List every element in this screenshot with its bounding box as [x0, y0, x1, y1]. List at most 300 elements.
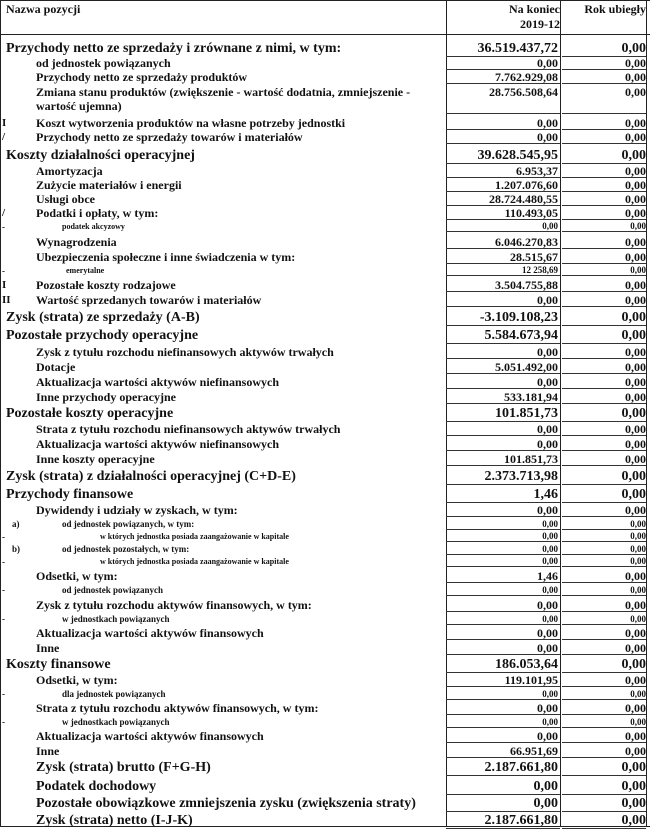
value-underline — [446, 582, 560, 583]
value-underline — [446, 275, 560, 276]
table-row — [0, 207, 650, 219]
value-underline — [446, 529, 560, 530]
value-underline — [446, 403, 560, 404]
table-row — [0, 544, 650, 554]
table-row — [0, 779, 650, 794]
current-period-value: 0,00 — [542, 544, 558, 554]
row-label: Zysk z tytułu rozchodu aktywów finansowych, w tym: — [36, 598, 312, 612]
table-row — [0, 487, 650, 502]
previous-year-value: 0,00 — [625, 626, 646, 640]
current-period-value: 6.953,37 — [516, 164, 558, 178]
value-underline — [562, 358, 646, 359]
current-period-value: 0,00 — [537, 503, 558, 517]
current-period-value: 66.951,69 — [510, 744, 558, 758]
current-period-value: 0,00 — [533, 779, 558, 794]
current-period-value: 0,00 — [537, 345, 558, 359]
value-underline — [562, 828, 646, 829]
value-underline — [562, 595, 646, 596]
row-label: Zużycie materiałów i energii — [36, 178, 182, 192]
row-label: Strata z tytułu rozchodu aktywów finansowych, w tym: — [36, 701, 319, 715]
table-row — [0, 614, 650, 624]
row-index: - — [2, 222, 5, 232]
table-row — [0, 504, 650, 516]
current-period-value: 5.051.492,00 — [495, 360, 558, 374]
previous-year-value: 0,00 — [625, 56, 646, 70]
previous-year-value: 0,00 — [625, 503, 646, 517]
value-underline — [446, 775, 560, 776]
row-label: w których jednostka posiada zaangażowanie w kapitale — [100, 557, 289, 566]
value-underline — [446, 231, 560, 232]
previous-year-value: 0,00 — [630, 689, 646, 699]
row-label: Aktualizacja wartości aktywów finansowych — [36, 729, 264, 743]
value-underline — [562, 699, 646, 700]
value-underline — [562, 529, 646, 530]
header-border-bottom — [0, 34, 650, 35]
table-row — [0, 745, 650, 757]
table-row — [0, 519, 650, 529]
row-label: Pozostałe obowiązkowe zmniejszenia zysku (zwiększenia straty) — [36, 796, 416, 811]
row-label: Przychody netto ze sprzedaży towarów i materiałów — [36, 130, 303, 144]
row-label: Podatki i opłaty, w tym: — [36, 206, 159, 220]
table-header — [0, 0, 650, 34]
value-underline — [446, 143, 560, 144]
row-label: Przychody netto ze sprzedaży i zrównane z nimi, w tym: — [6, 41, 342, 56]
row-index: - — [2, 689, 5, 699]
value-underline — [562, 450, 646, 451]
value-underline — [446, 811, 560, 812]
current-period-value: 0,00 — [542, 585, 558, 595]
row-label: od jednostek powiązanych — [36, 56, 171, 70]
value-underline — [446, 248, 560, 249]
previous-year-value: 0,00 — [625, 206, 646, 220]
table-row — [0, 148, 650, 163]
current-period-value: 0,00 — [537, 375, 558, 389]
row-index: - — [2, 532, 5, 542]
current-period-value: 1.207.076,60 — [495, 178, 558, 192]
value-underline — [562, 143, 646, 144]
row-index: / — [2, 131, 6, 143]
row-label: Koszt wytworzenia produktów na własne potrzeby jednostki — [36, 116, 346, 130]
table-row — [0, 453, 650, 465]
row-label: od jednostek powiązanych — [62, 585, 164, 595]
current-period-value: 0,00 — [542, 689, 558, 699]
previous-year-value: 0,00 — [625, 293, 646, 307]
row-label: od jednostek powiązanych, w tym: — [62, 519, 195, 529]
row-label: Zysk z tytułu rozchodu niefinansowych aktywów trwałych — [36, 345, 334, 359]
current-period-value: 0,00 — [537, 729, 558, 743]
row-label: w jednostkach powiązanych — [62, 717, 170, 727]
value-underline — [562, 742, 646, 743]
current-period-value: 12 258,69 — [522, 265, 558, 275]
value-underline — [446, 639, 560, 640]
current-period-value: 0,00 — [537, 626, 558, 640]
row-label: w których jednostka posiada zaangażowanie w kapitale — [100, 532, 289, 541]
current-period-value: 0,00 — [537, 293, 558, 307]
row-label: Koszty finansowe — [6, 657, 111, 672]
previous-year-value: 0,00 — [630, 221, 646, 231]
current-period-value: 2.187.661,80 — [484, 813, 558, 828]
previous-year-value: 0,00 — [625, 569, 646, 583]
previous-year-value: 0,00 — [625, 164, 646, 178]
current-period-value: 0,00 — [542, 614, 558, 624]
value-underline — [562, 582, 646, 583]
previous-year-value: 0,00 — [630, 531, 646, 541]
table-row — [0, 657, 650, 672]
previous-year-value: 0,00 — [625, 744, 646, 758]
table-row — [0, 222, 650, 231]
table-row — [0, 179, 650, 191]
table-row — [0, 131, 650, 143]
table-row — [0, 310, 650, 325]
current-period-value: 0,00 — [542, 531, 558, 541]
previous-year-value: 0,00 — [625, 437, 646, 451]
previous-year-value: 0,00 — [625, 422, 646, 436]
value-underline — [562, 465, 646, 466]
row-label: Usługi obce — [36, 192, 96, 206]
value-underline — [446, 83, 560, 84]
current-period-value: 1,46 — [537, 569, 558, 583]
current-period-value: 0,00 — [542, 519, 558, 529]
previous-year-value: 0,00 — [625, 116, 646, 130]
row-label: Zmiana stanu produktów (zwiększenie - wartość dodatnia, zmniejszenie - wartość ujemna) — [36, 85, 411, 113]
row-label: Przychody netto ze sprzedaży produktów — [36, 70, 248, 84]
value-underline — [446, 541, 560, 542]
previous-year-value: 0,00 — [621, 469, 646, 484]
value-underline — [446, 554, 560, 555]
current-period-value: 0,00 — [537, 701, 558, 715]
row-index: - — [2, 557, 5, 567]
previous-year-value: 0,00 — [621, 487, 646, 502]
value-underline — [446, 435, 560, 436]
row-label: Strata z tytułu rozchodu niefinansowych aktywów trwałych — [36, 422, 341, 436]
table-row — [0, 813, 650, 828]
table-row — [0, 57, 650, 69]
value-underline — [446, 686, 560, 687]
row-label: Dywidendy i udziały w zyskach, w tym: — [36, 503, 238, 517]
current-period-value: 7.762.929,08 — [495, 70, 558, 84]
row-label: Inne — [36, 744, 60, 758]
previous-year-value: 0,00 — [630, 265, 646, 275]
row-label: Wartość sprzedanych towarów i materiałów — [36, 293, 262, 307]
previous-year-value: 0,00 — [625, 390, 646, 404]
row-label: Koszty działalności operacyjnej — [6, 148, 195, 163]
previous-year-value: 0,00 — [625, 278, 646, 292]
row-label: Podatek dochodowy — [36, 779, 157, 794]
row-label: w jednostkach powiązanych — [62, 614, 170, 624]
value-underline — [562, 794, 646, 795]
previous-year-value: 0,00 — [625, 130, 646, 144]
current-period-value: 0,00 — [537, 641, 558, 655]
current-period-value: 28.724.480,55 — [489, 192, 558, 206]
header-border-top — [0, 0, 650, 1]
value-underline — [446, 727, 560, 728]
table-row — [0, 599, 650, 611]
value-underline — [562, 248, 646, 249]
table-row — [0, 557, 650, 566]
previous-year-value: 0,00 — [625, 701, 646, 715]
current-period-value: 101.851,73 — [504, 452, 558, 466]
value-underline — [446, 358, 560, 359]
table-row — [0, 251, 650, 263]
current-period-value: 101.851,73 — [495, 406, 558, 421]
value-underline — [446, 388, 560, 389]
value-underline — [446, 794, 560, 795]
header-name-column: Nazwa pozycji — [6, 2, 81, 16]
value-underline — [562, 811, 646, 812]
row-label: Aktualizacja wartości aktywów finansowych — [36, 626, 264, 640]
current-period-value: 0,00 — [537, 116, 558, 130]
value-underline — [562, 541, 646, 542]
previous-year-value: 0,00 — [621, 148, 646, 163]
current-period-value: 39.628.545,95 — [477, 148, 558, 163]
row-index: - — [2, 614, 5, 624]
row-index: I — [2, 117, 7, 129]
table-row — [0, 469, 650, 484]
value-underline — [446, 742, 560, 743]
previous-year-value: 0,00 — [625, 178, 646, 192]
previous-year-value: 0,00 — [621, 328, 646, 343]
table-row — [0, 266, 650, 275]
previous-year-value: 0,00 — [625, 235, 646, 249]
value-underline — [446, 566, 560, 567]
previous-year-value: 0,00 — [621, 796, 646, 811]
table-row — [0, 570, 650, 582]
previous-year-value: 0,00 — [621, 779, 646, 794]
row-label: podatek akcyzowy — [62, 222, 125, 231]
current-period-value: -3.109.108,23 — [479, 310, 558, 325]
table-row — [0, 236, 650, 248]
previous-year-value: 0,00 — [625, 345, 646, 359]
row-label: Pozostałe przychody operacyjne — [6, 328, 199, 343]
previous-year-value: 0,00 — [625, 673, 646, 687]
row-label: Zysk (strata) ze sprzedaży (A-B) — [6, 310, 200, 325]
value-underline — [562, 388, 646, 389]
current-period-value: 0,00 — [537, 422, 558, 436]
row-label: Inne koszty operacyjne — [36, 452, 155, 466]
row-label: Przychody finansowe — [6, 487, 134, 502]
previous-year-value: 0,00 — [625, 641, 646, 655]
value-underline — [446, 343, 560, 344]
table-row — [0, 730, 650, 742]
value-underline — [446, 373, 560, 374]
row-index: - — [2, 266, 5, 276]
current-period-value: 533.181,94 — [504, 390, 558, 404]
table-row — [0, 391, 650, 403]
table-row — [0, 627, 650, 639]
current-period-value: 119.101,95 — [504, 673, 558, 687]
current-period-value: 0,00 — [537, 598, 558, 612]
value-underline — [446, 516, 560, 517]
value-underline — [562, 611, 646, 612]
value-underline — [446, 113, 560, 114]
table-row — [0, 117, 650, 129]
previous-year-value: 0,00 — [625, 192, 646, 206]
row-label: Dotacje — [36, 360, 76, 374]
current-period-value: 186.053,64 — [495, 657, 558, 672]
header-current-period-column: Na koniec 2019-12 — [509, 2, 560, 31]
table-row — [0, 294, 650, 306]
previous-year-value: 0,00 — [621, 310, 646, 325]
value-underline — [562, 714, 646, 715]
value-underline — [562, 306, 646, 307]
previous-year-value: 0,00 — [625, 70, 646, 84]
value-underline — [562, 654, 646, 655]
value-underline — [562, 403, 646, 404]
value-underline — [446, 484, 560, 485]
table-row — [0, 532, 650, 541]
value-underline — [446, 306, 560, 307]
table-row — [0, 41, 650, 56]
current-period-value: 28.515,67 — [510, 250, 558, 264]
value-underline — [562, 83, 646, 84]
value-underline — [446, 714, 560, 715]
table-row — [0, 71, 650, 83]
value-underline — [562, 113, 646, 114]
table-row — [0, 689, 650, 699]
current-period-value: 0,00 — [542, 221, 558, 231]
row-label: od jednostek pozostałych, w tym: — [62, 544, 190, 554]
value-underline — [562, 373, 646, 374]
current-period-value: 5.584.673,94 — [484, 328, 558, 343]
row-index: / — [2, 207, 6, 219]
current-period-value: 28.756.508,64 — [489, 85, 558, 99]
previous-year-value: 0,00 — [630, 585, 646, 595]
row-index: - — [2, 585, 5, 595]
previous-year-value: 0,00 — [630, 519, 646, 529]
current-period-value: 2.187.661,80 — [484, 760, 558, 775]
previous-year-value: 0,00 — [621, 406, 646, 421]
current-period-value: 0,00 — [537, 56, 558, 70]
table-row — [0, 346, 650, 358]
value-underline — [562, 275, 646, 276]
value-underline — [562, 325, 646, 326]
previous-year-value: 0,00 — [625, 250, 646, 264]
value-underline — [562, 343, 646, 344]
table-row — [0, 642, 650, 654]
value-underline — [446, 828, 560, 829]
row-label: Pozostałe koszty rodzajowe — [36, 278, 176, 292]
previous-year-value: 0,00 — [630, 556, 646, 566]
row-label: Wynagrodzenia — [36, 235, 117, 249]
previous-year-value: 0,00 — [625, 452, 646, 466]
value-underline — [446, 450, 560, 451]
table-row — [0, 760, 650, 775]
value-underline — [446, 595, 560, 596]
table-row — [0, 406, 650, 421]
value-underline — [562, 435, 646, 436]
row-index: II — [2, 294, 11, 306]
row-index: b) — [12, 544, 21, 554]
current-period-value: 2.373.713,98 — [484, 469, 558, 484]
previous-year-value: 0,00 — [625, 375, 646, 389]
value-underline — [562, 231, 646, 232]
value-underline — [446, 757, 560, 758]
value-underline — [562, 775, 646, 776]
table-row — [0, 796, 650, 811]
table-row — [0, 423, 650, 435]
current-period-value: 36.519.437,72 — [477, 41, 558, 56]
table-row — [0, 702, 650, 714]
table-row — [0, 193, 650, 205]
value-underline — [446, 465, 560, 466]
table-row — [0, 279, 650, 291]
table-row — [0, 438, 650, 450]
row-index: I — [2, 279, 7, 291]
previous-year-value: 0,00 — [625, 85, 646, 99]
value-underline — [562, 554, 646, 555]
current-period-value: 0,00 — [537, 437, 558, 451]
value-underline — [446, 699, 560, 700]
previous-year-value: 0,00 — [625, 729, 646, 743]
value-underline — [562, 291, 646, 292]
previous-year-value: 0,00 — [630, 717, 646, 727]
row-index: - — [2, 717, 5, 727]
previous-year-value: 0,00 — [630, 544, 646, 554]
value-underline — [446, 624, 560, 625]
current-period-value: 6.046.270,83 — [495, 235, 558, 249]
current-period-value: 110.493,05 — [504, 206, 558, 220]
current-period-value: 0,00 — [542, 556, 558, 566]
row-label: Inne — [36, 641, 60, 655]
table-row — [0, 376, 650, 388]
previous-year-value: 0,00 — [630, 614, 646, 624]
table-row — [0, 328, 650, 343]
row-label: dla jednostek powiązanych — [62, 689, 166, 699]
previous-year-value: 0,00 — [625, 360, 646, 374]
row-index: a) — [12, 519, 20, 529]
row-label: Inne przychody operacyjne — [36, 390, 176, 404]
value-underline — [562, 624, 646, 625]
row-label: Zysk (strata) netto (I-J-K) — [36, 813, 193, 828]
current-period-value: 1,46 — [533, 487, 558, 502]
value-underline — [562, 219, 646, 220]
row-label: Zysk (strata) z działalności operacyjnej (C+D-E) — [6, 469, 296, 484]
table-row — [0, 585, 650, 595]
current-period-value: 3.504.755,88 — [495, 278, 558, 292]
value-underline — [446, 263, 560, 264]
row-label: Zysk (strata) brutto (F+G-H) — [36, 760, 211, 775]
table-row — [0, 361, 650, 373]
current-period-value: 0,00 — [537, 130, 558, 144]
row-label: Aktualizacja wartości aktywów niefinansowych — [36, 437, 279, 451]
row-label: Odsetki, w tym: — [36, 569, 118, 583]
previous-year-value: 0,00 — [621, 760, 646, 775]
value-underline — [446, 325, 560, 326]
row-label: Ubezpieczenia społeczne i inne świadczenia w tym: — [36, 250, 296, 264]
current-period-value: 0,00 — [533, 796, 558, 811]
previous-year-value: 0,00 — [625, 598, 646, 612]
table-row — [0, 165, 650, 177]
table-row — [0, 85, 650, 113]
previous-year-value: 0,00 — [621, 657, 646, 672]
value-underline — [446, 654, 560, 655]
value-underline — [446, 291, 560, 292]
value-underline — [562, 566, 646, 567]
table-row — [0, 717, 650, 727]
row-label: Amortyzacja — [36, 164, 103, 178]
previous-year-value: 0,00 — [621, 41, 646, 56]
value-underline — [562, 484, 646, 485]
header-previous-year-column: Rok ubiegły — [584, 2, 646, 16]
value-underline — [446, 611, 560, 612]
current-period-value: 0,00 — [542, 717, 558, 727]
value-underline — [562, 263, 646, 264]
previous-year-value: 0,00 — [621, 813, 646, 828]
value-underline — [562, 757, 646, 758]
value-underline — [562, 639, 646, 640]
row-label: Aktualizacja wartości aktywów niefinansowych — [36, 375, 279, 389]
row-label: Pozostałe koszty operacyjne — [6, 406, 174, 421]
